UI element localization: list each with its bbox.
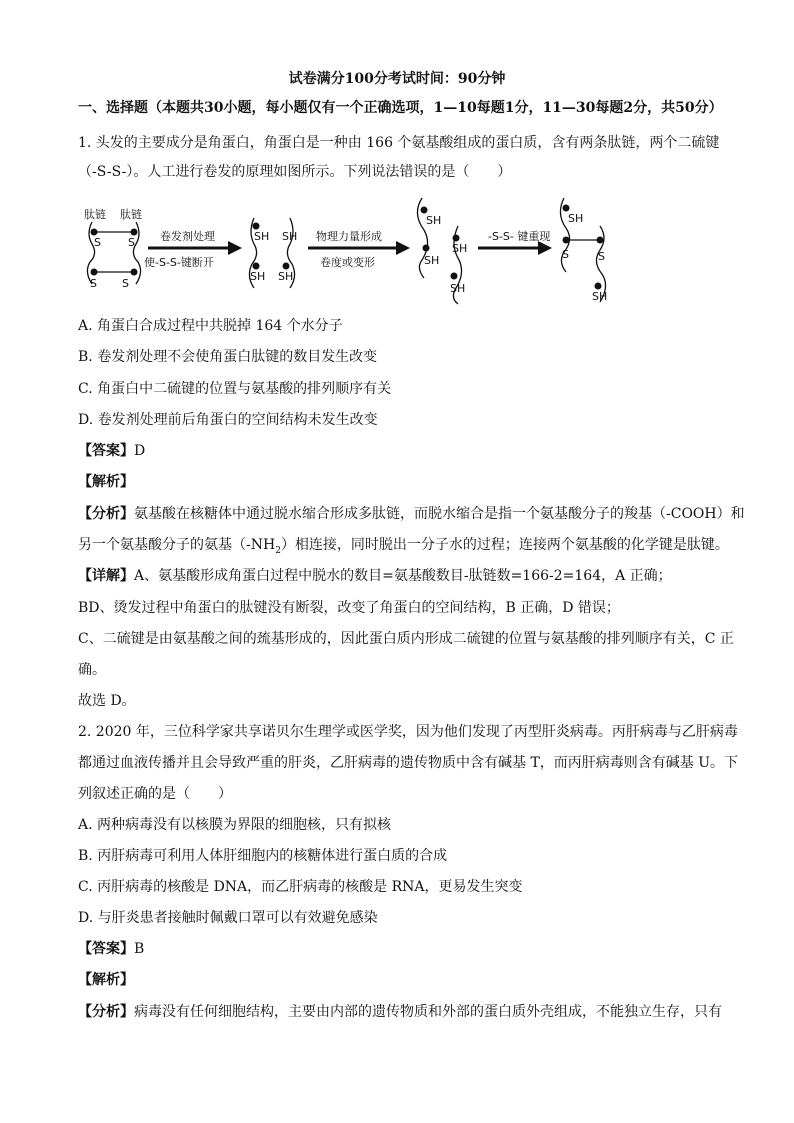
- fenxi-text: ）相连接，同时脱出一分子水的过程；连接两个氨基酸的化学键是肽键。: [280, 537, 729, 553]
- sulfur-dot: [421, 207, 428, 214]
- q1-xiangjie-line2: BD、烫发过程中角蛋白的肽键没有断裂，改变了角蛋白的空间结构，B 正确，D 错误；: [78, 600, 620, 616]
- s-label: S: [598, 250, 605, 263]
- q1-fenxi-line2: [78, 535, 728, 561]
- sulfur-dot: [451, 273, 458, 280]
- answer-tag: 【答案】: [78, 443, 134, 459]
- sulfur-dot: [563, 237, 570, 244]
- s-label: S: [562, 248, 569, 261]
- sulfur-dot: [131, 229, 138, 236]
- q1-xiangjie-line4: 确。: [78, 662, 106, 678]
- q1-stem-line1: 1. 头发的主要成分是角蛋白，角蛋白是一种由 166 个氨基酸组成的蛋白质，含有两条肽链，两个二硫键: [78, 135, 720, 151]
- page-title: 试卷满分100分考试时间：90分钟: [288, 71, 506, 87]
- step1-bottom-label: 使-S-S-键断开: [144, 256, 214, 269]
- sh-label: SH: [426, 214, 442, 227]
- sh-label: SH: [452, 242, 468, 255]
- sh-label: SH: [250, 270, 266, 283]
- s-label: S: [90, 277, 97, 290]
- sulfur-dot: [283, 263, 290, 270]
- s-label: S: [94, 236, 101, 249]
- q2-option-b: B. 丙肝病毒可利用人体肝细胞内的核糖体进行蛋白质的合成: [78, 848, 448, 864]
- step1-top-label: 卷发剂处理: [160, 230, 215, 243]
- fenxi-tag: 【分析】: [78, 506, 134, 522]
- q2-option-c: C. 丙肝病毒的核酸是 DNA，而乙肝病毒的核酸是 RNA，更易发生突变: [78, 879, 523, 895]
- step3-top-label: -S-S- 键重现: [488, 230, 551, 243]
- s-label: S: [122, 277, 129, 290]
- section-heading: 一、选择题（本题共30小题，每小题仅有一个正确选项，1—10每题1分，11—30每题2分，共50分）: [78, 100, 723, 116]
- q2-fenxi-line1: [78, 1002, 728, 1022]
- q1-option-c: C. 角蛋白中二硫键的位置与氨基酸的排列顺序有关: [78, 381, 392, 397]
- sulfur-dot: [453, 235, 460, 242]
- q1-option-b: B. 卷发剂处理不会使角蛋白肽键的数目发生改变: [78, 349, 378, 365]
- q1-option-a: A. 角蛋白合成过程中共脱掉 164 个水分子: [78, 318, 343, 334]
- perm-diagram: [78, 196, 678, 306]
- sulfur-dot: [253, 263, 260, 270]
- q1-stem-line2: （-S-S-）。人工进行卷发的原理如图所示。下列说法错误的是（ ）: [78, 164, 512, 180]
- fenxi-text: 病毒没有任何细胞结构，主要由内部的遗传物质和外部的蛋白质外壳组成，不能独立生存，只有: [134, 1004, 722, 1020]
- sulfur-dot: [253, 223, 260, 230]
- sh-label: SH: [592, 290, 608, 303]
- sulfur-dot: [91, 269, 98, 276]
- step2-top-label: 物理力量形成: [316, 230, 382, 243]
- q1-xiangjie-line1: [78, 566, 728, 586]
- xiangjie-text: A、氨基酸形成角蛋白过程中脱水的数目=氨基酸数目-肽链数=166-2=164，A 正确；: [134, 568, 672, 584]
- xiangjie-tag: 【详解】: [78, 568, 134, 584]
- fenxi-tag: 【分析】: [78, 1004, 134, 1020]
- q2-stem-line3: 列叙述正确的是（ ）: [78, 786, 232, 802]
- subscript: 2: [275, 545, 281, 556]
- q2-analysis-tag: 【解析】: [78, 972, 134, 988]
- q1-option-d: D. 卷发剂处理前后角蛋白的空间结构未发生改变: [78, 412, 378, 428]
- diagram-label-chain2: 肽链: [120, 208, 142, 221]
- q2-stem-line1: 2. 2020 年，三位科学家共享诺贝尔生理学或医学奖，因为他们发现了丙型肝炎病毒。丙肝病毒与乙肝病毒: [78, 724, 738, 740]
- sh-label: SH: [282, 230, 298, 243]
- sulfur-dot: [131, 269, 138, 276]
- q1-answer-row: [78, 441, 728, 461]
- arrow-1-head: [228, 241, 242, 255]
- sh-label: SH: [424, 254, 440, 267]
- q1-conclusion: 故选 D。: [78, 693, 136, 709]
- s-label: S: [128, 236, 135, 249]
- q2-stem-line2: 都通过血液传播并且会导致严重的肝炎，乙肝病毒的遗传物质中含有碱基 T，而丙肝病毒则含有碱基 U。下: [78, 755, 739, 771]
- fenxi-text: 另一个氨基酸分子的氨基（-NH: [78, 537, 276, 553]
- sulfur-dot: [91, 229, 98, 236]
- q1-answer: D: [134, 443, 146, 459]
- sh-label: SH: [278, 270, 294, 283]
- fenxi-text: 氨基酸在核糖体中通过脱水缩合形成多肽链，而脱水缩合是指一个氨基酸分子的羧基（-COOH）和: [134, 506, 745, 522]
- sulfur-dot: [423, 245, 430, 252]
- q1-fenxi-line1: [78, 504, 745, 524]
- sulfur-dot: [597, 237, 604, 244]
- sulfur-dot: [563, 205, 570, 212]
- q2-option-d: D. 与肝炎患者接触时佩戴口罩可以有效避免感染: [78, 910, 378, 926]
- q2-answer-row: [78, 939, 728, 959]
- q1-analysis-tag: 【解析】: [78, 474, 134, 490]
- sulfur-dot: [595, 283, 602, 290]
- sh-label: SH: [450, 282, 466, 295]
- q1-xiangjie-line3: C、二硫键是由氨基酸之间的巯基形成的，因此蛋白质内形成二硫键的位置与氨基酸的排列顺序有关，C 正: [78, 631, 734, 647]
- arrow-2-head: [396, 241, 410, 255]
- sh-label: SH: [568, 212, 584, 225]
- diagram-label-chain1: 肽链: [84, 208, 106, 221]
- q2-option-a: A. 两种病毒没有以核膜为界限的细胞核，只有拟核: [78, 817, 392, 833]
- q2-answer: B: [134, 941, 145, 957]
- sh-label: SH: [254, 230, 270, 243]
- answer-tag: 【答案】: [78, 941, 134, 957]
- step2-bottom-label: 卷度或变形: [320, 256, 375, 269]
- arrow-3-head: [538, 241, 552, 255]
